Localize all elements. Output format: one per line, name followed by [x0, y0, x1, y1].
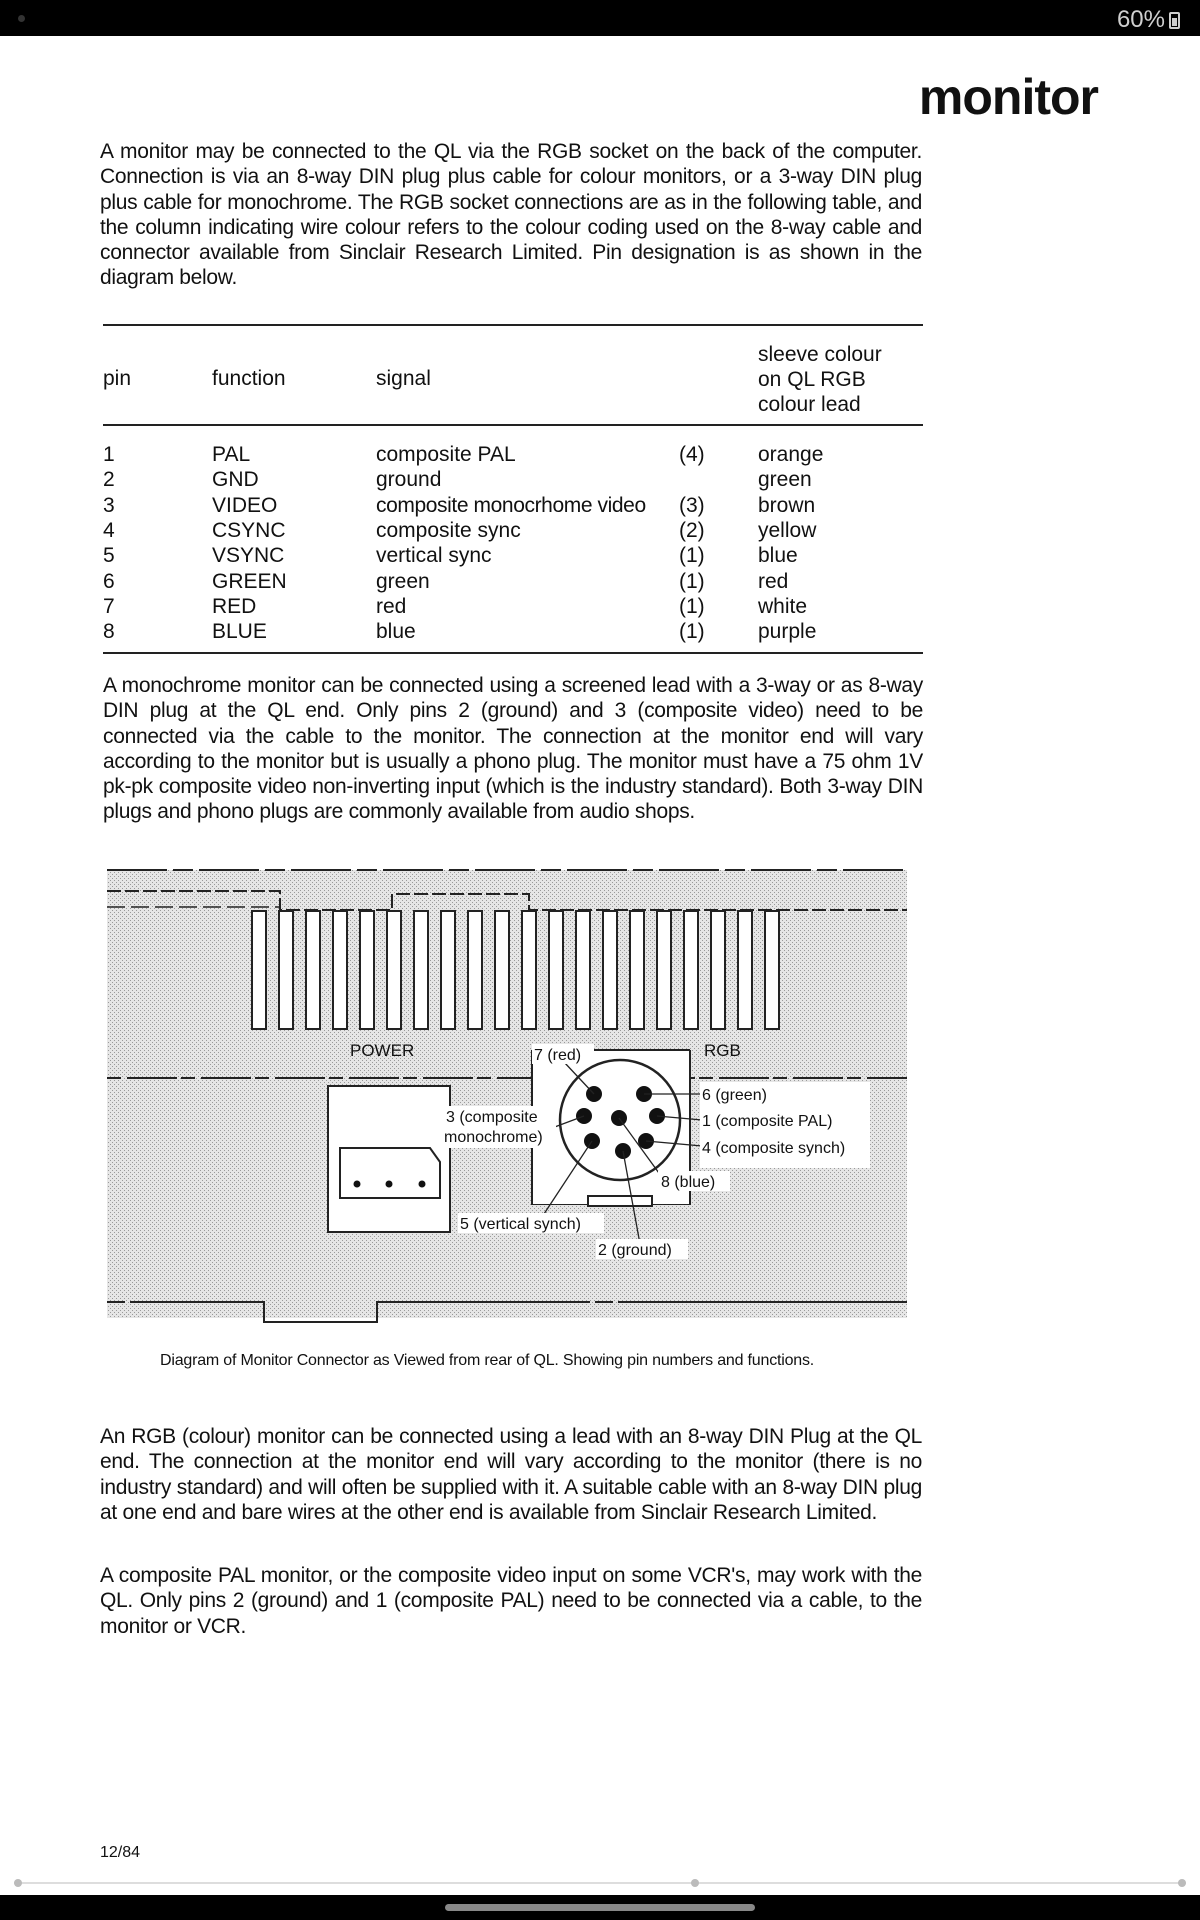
cell-pin: 5: [103, 544, 115, 568]
cell-colour: purple: [758, 620, 817, 644]
home-gesture-handle[interactable]: [445, 1904, 755, 1911]
battery-indicator: [1117, 6, 1180, 34]
header-signal: signal: [376, 367, 431, 390]
cell-ref: (4): [679, 443, 705, 466]
cell-colour: orange: [758, 443, 824, 466]
pin2-label: 2 (ground): [598, 1242, 672, 1259]
cell-colour: red: [758, 569, 789, 593]
header-sleeve-line1: sleeve colour: [758, 343, 882, 366]
cell-colour: brown: [758, 493, 816, 517]
pin3-label-line2: monochrome): [444, 1129, 543, 1146]
table-row: [103, 467, 923, 492]
cell-ref: (1): [679, 620, 705, 644]
cell-signal: vertical sync: [376, 544, 492, 568]
page-title: monitor: [918, 69, 1098, 125]
pin1-label: 1 (composite PAL): [702, 1113, 833, 1130]
cell-pin: 4: [103, 518, 115, 542]
pin4-label: 4 (composite synch): [702, 1140, 846, 1157]
cell-signal: green: [376, 569, 430, 593]
pal-monitor-paragraph: A composite PAL monitor, or the composite video input on some VCR's, may work with the QL. Only pins 2 (ground) and 1 (composite PAL) need to be connected via a cable, to the monitor or VCR.: [100, 1564, 922, 1638]
cell-ref: (1): [679, 594, 705, 618]
cell-function: VSYNC: [212, 544, 285, 568]
cell-colour: green: [758, 468, 812, 492]
scrubber-start-marker[interactable]: [14, 1879, 22, 1887]
cell-signal: ground: [376, 468, 442, 492]
cell-function: VIDEO: [212, 493, 278, 517]
cell-signal: red: [376, 594, 407, 618]
rgb-monitor-paragraph: An RGB (colour) monitor can be connected using a lead with an 8-way DIN Plug at the QL end. The connection at the monitor end will vary according to the monitor (there is no industry standard) and will often be supplied with it. A suitable cable with an 8-way DIN plug at one end and bare wires at the other end is available from Sinclair Research Limited.: [100, 1425, 922, 1524]
table-row: [103, 493, 923, 518]
monochrome-paragraph: A monochrome monitor can be connected using a screened lead with a 3-way or as 8-way DIN plug at the QL end. Only pins 2 (ground) and 3 (composite video) need to be connected via the cable to the monitor. The connection at the monitor end will vary according to the monitor but is usually a phono plug. The monitor must have a 75 ohm 1V pk-pk composite video non-inverting input (which is the industry standard). Both 3-way DIN plugs and phono plugs are commonly available from audio shops.: [103, 674, 923, 824]
cell-function: RED: [212, 594, 257, 618]
cell-function: PAL: [212, 443, 251, 466]
table-row: [103, 594, 923, 619]
table-body: [103, 426, 923, 654]
rgb-socket-table: [103, 324, 923, 654]
rgb-label: RGB: [704, 1041, 741, 1060]
connector-diagram: [104, 862, 912, 1332]
cell-signal: composite monocrhome video: [376, 493, 646, 517]
cell-pin: 3: [103, 493, 115, 517]
cell-signal: composite sync: [376, 518, 521, 542]
cell-pin: 6: [103, 569, 115, 593]
cell-function: CSYNC: [212, 518, 286, 542]
camera-dot-icon: [18, 15, 25, 22]
cell-signal: composite PAL: [376, 443, 516, 466]
battery-icon: [1169, 12, 1180, 29]
battery-percent: 60%: [1116, 6, 1165, 33]
pin7-label: 7 (red): [534, 1047, 582, 1064]
cell-ref: (1): [679, 544, 705, 568]
navigation-bar: [0, 1895, 1200, 1920]
power-pin: [419, 1181, 426, 1188]
pin5-label: 5 (vertical synch): [460, 1216, 581, 1233]
header-function: function: [212, 367, 286, 390]
power-pin: [354, 1181, 361, 1188]
pin6-label: 6 (green): [702, 1087, 767, 1104]
cell-colour: white: [758, 594, 808, 618]
cell-ref: (2): [679, 518, 705, 542]
cell-function: GND: [212, 468, 259, 492]
status-bar: [0, 0, 1200, 36]
cell-function: BLUE: [212, 620, 267, 644]
cell-ref: (3): [679, 493, 705, 517]
scrubber-position-marker[interactable]: [691, 1879, 699, 1887]
scrubber-end-marker[interactable]: [1178, 1879, 1186, 1887]
header-pin: pin: [103, 367, 132, 390]
power-pin: [386, 1181, 393, 1188]
header-sleeve-line2: on QL RGB: [758, 368, 866, 391]
pin8-label: 8 (blue): [661, 1174, 716, 1191]
cell-pin: 8: [103, 620, 115, 644]
cell-colour: yellow: [758, 518, 817, 542]
page-scrubber[interactable]: [14, 1882, 1186, 1884]
table-row: [103, 569, 923, 594]
table-row: [103, 518, 923, 543]
intro-paragraph: A monitor may be connected to the QL via the RGB socket on the back of the computer. Connection is via an 8-way DIN plug plus cable for colour monitors, or a 3-way DIN plug plus cable for monochrome. The RGB socket connections are as in the following table, and the column indicating wire colour refers to the colour coding used on the 8-way cable and connector available from Sinclair Research Limited. Pin designation is as shown in the diagram below.: [100, 140, 922, 290]
power-socket: [328, 1086, 450, 1232]
pin3-label-line1: 3 (composite: [446, 1109, 538, 1126]
power-label: POWER: [350, 1041, 415, 1060]
cell-signal: blue: [376, 620, 416, 644]
cell-pin: 2: [103, 468, 115, 492]
page-footer-date: 12/84: [100, 1844, 141, 1861]
table-row: [103, 619, 923, 644]
table-row: [103, 543, 923, 568]
cell-pin: 1: [103, 443, 115, 466]
diagram-caption: Diagram of Monitor Connector as Viewed from rear of QL. Showing pin numbers and functions.: [160, 1352, 815, 1369]
cell-ref: (1): [679, 569, 705, 593]
cell-pin: 7: [103, 594, 115, 618]
table-row: [103, 442, 923, 467]
table-header: [103, 326, 923, 426]
cell-colour: blue: [758, 544, 798, 568]
cell-function: GREEN: [212, 569, 287, 593]
header-sleeve-line3: colour lead: [758, 393, 861, 416]
